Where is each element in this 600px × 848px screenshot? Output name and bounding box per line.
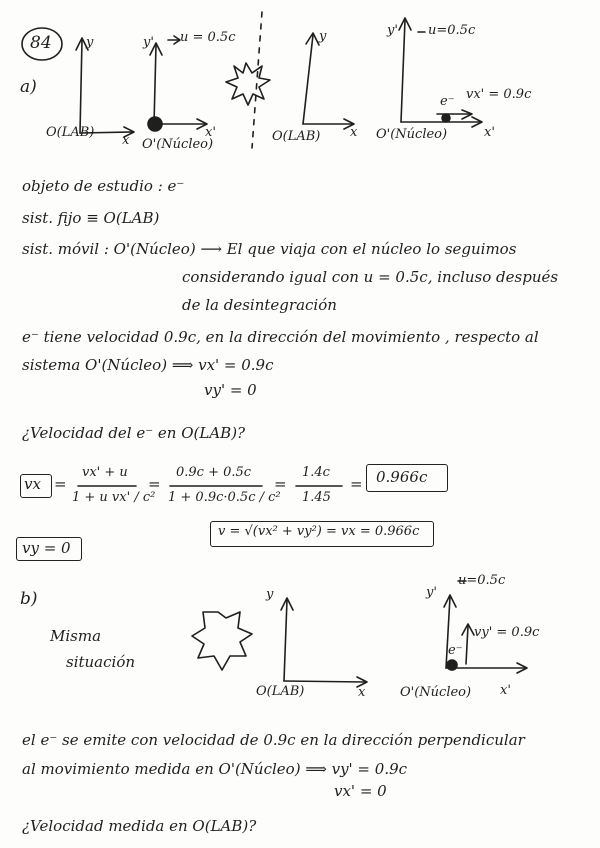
x-axis-label-b: x <box>358 685 366 700</box>
part-b-note: Misma <box>50 627 102 645</box>
lab-frame-label-b: O(LAB) <box>256 684 305 699</box>
vy-result: vy = 0 <box>22 539 71 557</box>
question-a: ¿Velocidad del e⁻ en O(LAB)? <box>22 424 246 442</box>
electron-label-a2: e⁻ <box>440 94 455 109</box>
x-axis-label-a2: x <box>350 125 358 140</box>
y-prime-label-b: y' <box>426 585 437 600</box>
eq-num-2: 0.9c + 0.5c <box>176 465 252 480</box>
nucleus-axes-a1 <box>150 36 207 129</box>
question-b: ¿Velocidad medida en O(LAB)? <box>22 817 257 835</box>
problem-number: 84 <box>30 33 52 53</box>
u-velocity-label-a2: u=0.5c <box>428 23 476 38</box>
text-line: de la desintegración <box>182 296 337 314</box>
nucleus-frame-label-b: O'(Núcleo) <box>400 685 472 700</box>
y-prime-label-a1: y' <box>143 35 154 50</box>
y-prime-label-a2: y' <box>387 23 398 38</box>
eq-den-1: 1 + u vx' / c² <box>72 490 156 505</box>
electron-velocity-label-a2: vx' = 0.9c <box>466 87 532 102</box>
y-axis-label-a1: y <box>86 35 94 50</box>
u-velocity-label-a1: u = 0.5c <box>180 30 236 45</box>
eq-equals: = <box>54 475 67 493</box>
text-line: vx' = 0 <box>334 782 387 800</box>
dashed-divider <box>252 12 262 148</box>
eq-equals: = <box>350 475 363 493</box>
explosion-star-a <box>226 63 270 105</box>
lab-frame-label-a2: O(LAB) <box>272 129 321 144</box>
nucleus-frame-label-a1: O'(Núcleo) <box>142 137 214 152</box>
eq-lhs: vx <box>24 475 41 493</box>
lab-frame-label-a1: O(LAB) <box>46 125 95 140</box>
x-axis-label-a1: x <box>122 133 130 148</box>
y-axis-label-b: y <box>266 587 274 602</box>
v-total: v = √(vx² + vy²) = vx = 0.966c <box>218 524 420 539</box>
u-velocity-label-b: u=0.5c <box>458 573 506 588</box>
text-line: sist. fijo ≡ O(LAB) <box>22 209 160 227</box>
eq-result: 0.966c <box>376 468 428 486</box>
electron-label-b: e⁻ <box>448 643 463 658</box>
lab-axes-a2 <box>303 33 354 129</box>
electron-velocity-label-b: vy' = 0.9c <box>474 625 540 640</box>
text-line: al movimiento medida en O'(Núcleo) ⟹ vy' = 0.9c <box>22 760 408 778</box>
text-line: e⁻ tiene velocidad 0.9c, en la dirección del movimiento , respecto al <box>22 328 539 346</box>
eq-equals: = <box>148 475 161 493</box>
x-prime-label-a2: x' <box>484 125 495 140</box>
text-line: objeto de estudio : e⁻ <box>22 177 185 195</box>
eq-den-3: 1.45 <box>302 490 331 505</box>
lab-axes-a1 <box>76 35 134 137</box>
part-b-label: b) <box>20 589 38 609</box>
nucleus-dot-a1 <box>148 117 162 131</box>
eq-equals: = <box>274 475 287 493</box>
part-b-note: situación <box>66 653 136 671</box>
explosion-star-b <box>192 612 252 670</box>
text-line: sist. móvil : O'(Núcleo) ⟶ El que viaja con el núcleo lo seguimos <box>22 240 517 258</box>
y-axis-label-a2: y <box>319 29 327 44</box>
part-a-label: a) <box>20 77 37 97</box>
eq-num-1: vx' + u <box>82 465 128 480</box>
electron-dot-b <box>447 660 457 670</box>
text-line: considerando igual con u = 0.5c, incluso después <box>182 268 559 286</box>
nucleus-frame-label-a2: O'(Núcleo) <box>376 127 448 142</box>
eq-num-3: 1.4c <box>302 465 330 480</box>
text-line: vy' = 0 <box>204 381 257 399</box>
x-prime-label-b: x' <box>500 683 511 698</box>
lab-axes-b <box>281 598 367 687</box>
text-line: el e⁻ se emite con velocidad de 0.9c en la dirección perpendicular <box>22 731 525 749</box>
x-prime-label-a1: x' <box>205 125 216 140</box>
eq-den-2: 1 + 0.9c·0.5c / c² <box>168 490 281 505</box>
text-line: sistema O'(Núcleo) ⟹ vx' = 0.9c <box>22 356 274 374</box>
electron-dot-a2 <box>442 114 450 122</box>
